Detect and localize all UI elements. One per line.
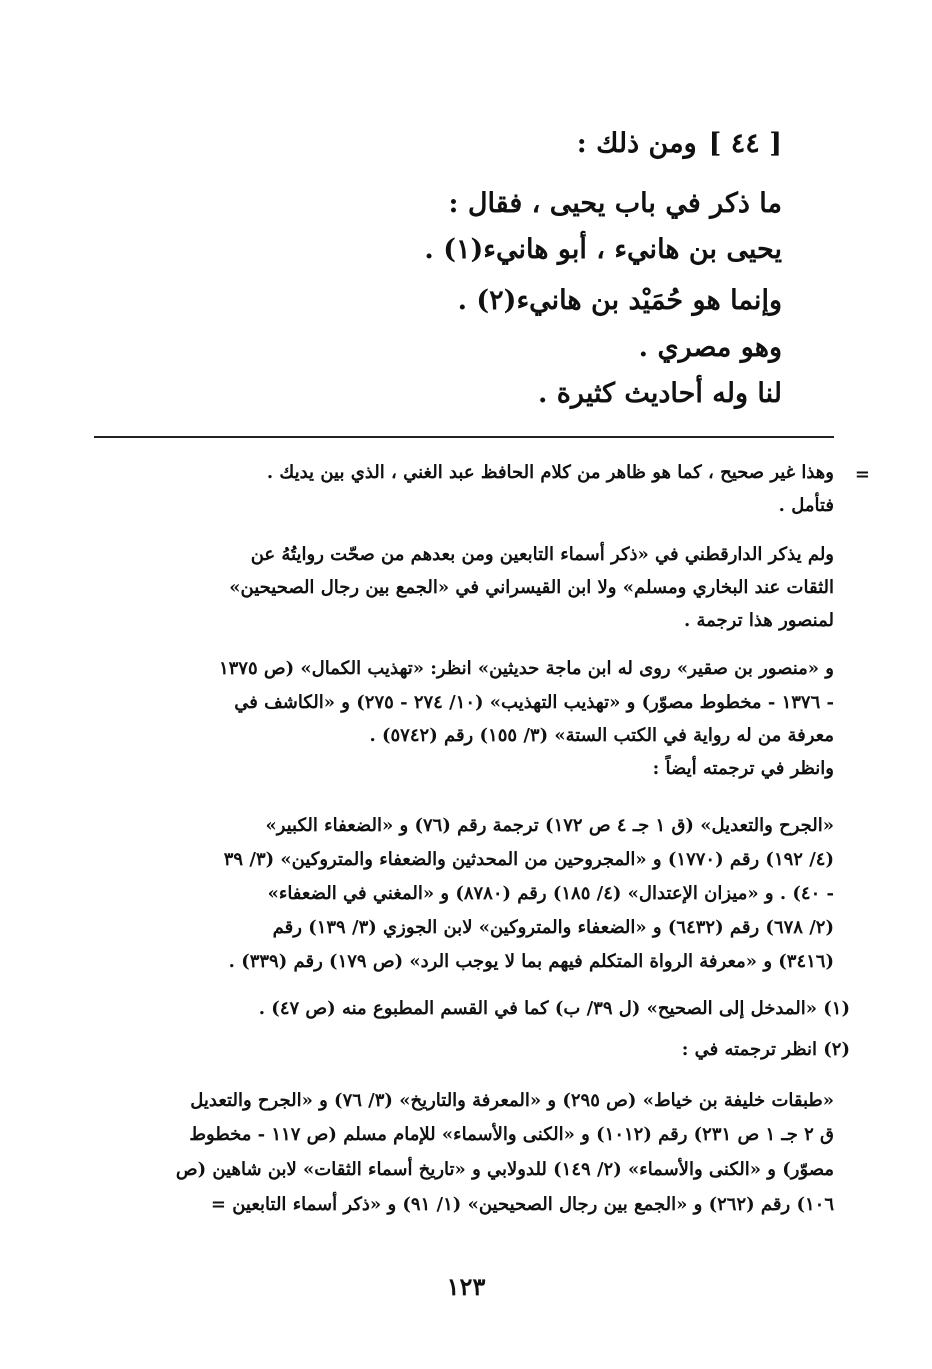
footnote-line: ١٠٦) رقم (٢٦٢) و «الجمع بين رجال الصحيحين» (١/ ٩١) و «ذكر أسماء التابعين = [210,1194,834,1215]
footnote-line: - ٤٠) . و «ميزان الإعتدال» (٤/ ١٨٥) رقم (٨٧٨٠) و «المغني في الضعفاء» [267,883,834,904]
footnote-line: «طبقات خليفة بن خياط» (ص ٢٩٥) و «المعرفة والتاريخ» (٣/ ٧٦) و «الجرح والتعديل [190,1090,834,1111]
footnote-1: (١) «المدخل إلى الصحيح» (ل ٣٩/ ب) كما في القسم المطبوع منه (ص ٤٧) . [258,998,850,1019]
footnote-line: و «منصور بن صقير» روى له ابن ماجة حديثين» انظر: «تهذيب الكمال» (ص ١٣٧٥ [218,658,834,679]
footnote-line: وهذا غير صحيح ، كما هو ظاهر من كلام الحافظ عبد الغني ، الذي بين يديك . [266,462,834,483]
entry-heading-text: ومن ذلك : [576,128,697,159]
main-line: يحيى بن هانيء ، أبو هانيء(١) . [424,234,782,265]
footnote-line: وانظر في ترجمته أيضاً : [652,758,834,779]
entry-number: [ ٤٤ ] [708,128,782,159]
continuation-mark: = [854,464,870,485]
footnote-line: ق ٢ جـ ١ ص ٢٣١) رقم (١٠١٢) و «الكنى والأسماء» للإمام مسلم (ص ١١٧ - مخطوط [189,1124,834,1145]
footnote-line: - ١٣٧٦ - مخطوط مصوّر) و «تهذيب التهذيب» (١٠/ ٢٧٤ - ٢٧٥) و «الكاشف في [234,692,834,713]
entry-heading [577,130,782,157]
footnote-line: فتأمل . [778,495,834,516]
footnote-separator [94,436,834,438]
footnote-line: (٤/ ١٩٢) رقم (١٧٧٠) و «المجروحين من المحدثين والضعفاء والمتروكين» (٣/ ٣٩ [223,849,834,870]
footnote-line: (٢/ ٦٧٨) رقم (٦٤٣٢) و «الضعفاء والمتروكين» لابن الجوزي (٣/ ١٣٩) رقم [272,917,834,938]
footnote-line: ولم يذكر الدارقطني في «ذكر أسماء التابعين ومن بعدهم من صحّت روايتُهُ عن [250,544,834,565]
main-line: لنا وله أحاديث كثيرة . [537,378,782,409]
main-line: وهو مصري . [638,332,782,363]
footnote-line: لمنصور هذا ترجمة . [683,610,834,631]
footnote-line: (٣٤١٦) و «معرفة الرواة المتكلم فيهم بما لا يوجب الرد» (ص ١٧٩) رقم (٣٣٩) . [228,951,834,972]
page-number: ١٢٣ [446,1272,486,1301]
footnote-2: (٢) انظر ترجمته في : [681,1039,850,1060]
main-line: وإنما هو حُمَيْد بن هانيء(٢) . [457,285,782,316]
footnote-line: معرفة من له رواية في الكتب الستة» (٣/ ١٥٥) رقم (٥٧٤٢) . [369,725,834,746]
footnote-line: مصوّر) و «الكنى والأسماء» (٢/ ١٤٩) للدولابي و «تاريخ أسماء الثقات» لابن شاهين (ص [175,1159,834,1180]
main-line: ما ذكر في باب يحيى ، فقال : [448,188,782,219]
footnote-line: «الجرح والتعديل» (ق ١ جـ ٤ ص ١٧٢) ترجمة رقم (٧٦) و «الضعفاء الكبير» [265,815,834,836]
footnote-line: الثقات عند البخاري ومسلم» ولا ابن القيسراني في «الجمع بين رجال الصحيحين» [229,577,834,598]
